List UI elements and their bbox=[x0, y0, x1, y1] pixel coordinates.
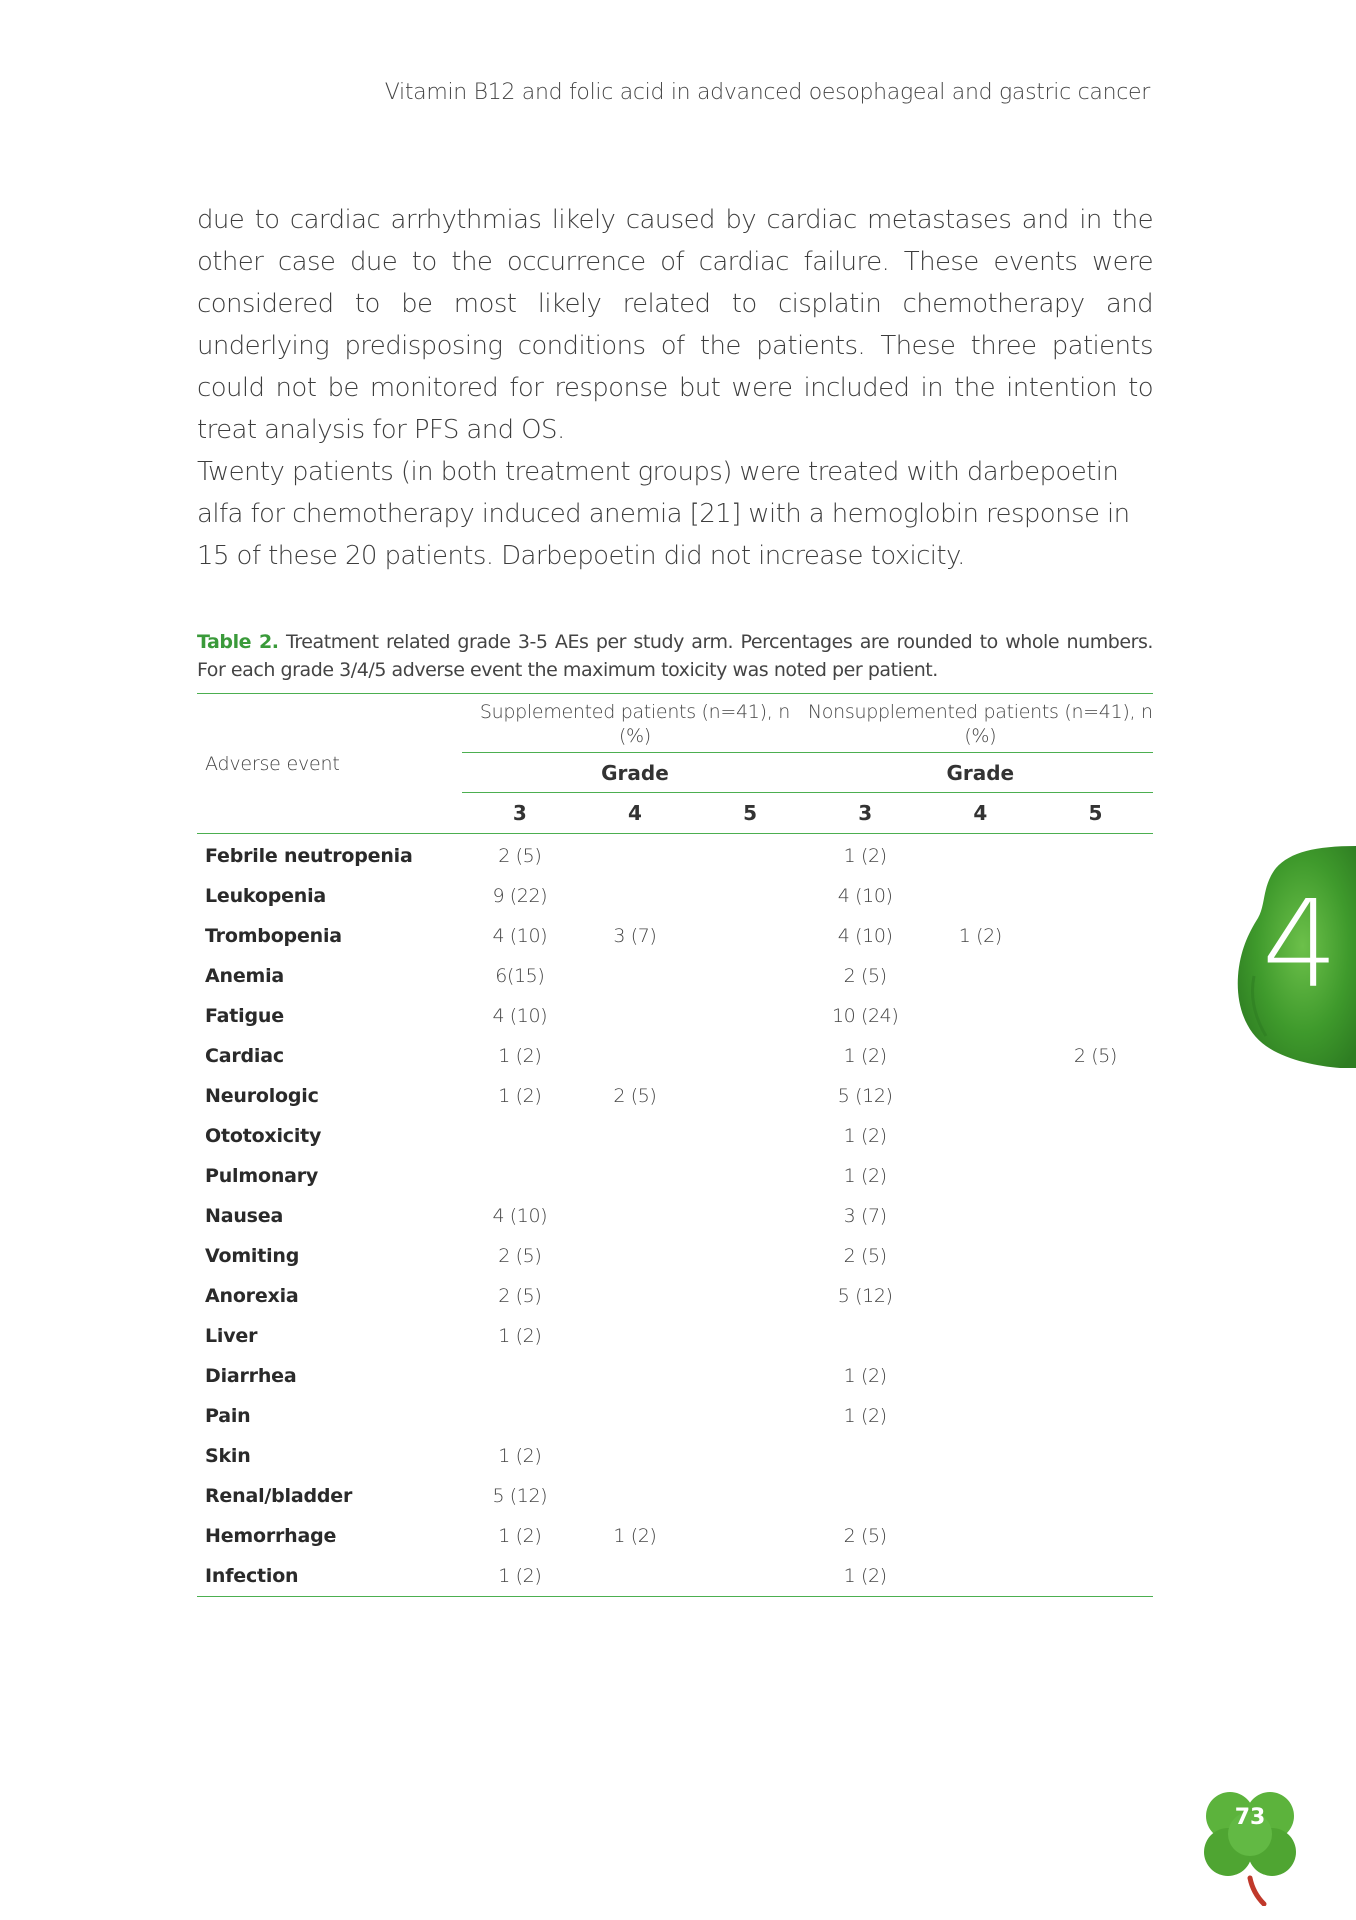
table-cell: 1 (2) bbox=[613, 1525, 657, 1547]
table-caption-text: Treatment related grade 3-5 AEs per study arm. Percentages are rounded to whole numbers. For each grade 3/4/5 adverse event the maximum toxicity was noted per patient. bbox=[197, 631, 1153, 681]
table-row bbox=[197, 834, 1153, 877]
adverse-event-name: Anorexia bbox=[205, 1285, 299, 1307]
table-cell bbox=[577, 1196, 692, 1236]
table-label: Table 2. bbox=[197, 631, 279, 653]
table-cell bbox=[577, 1156, 692, 1196]
table-cell: 1 (2) bbox=[843, 1125, 887, 1147]
page-number: 73 bbox=[1234, 1805, 1266, 1830]
table-cell bbox=[692, 1116, 807, 1156]
table-cell bbox=[577, 1236, 692, 1276]
adverse-event-header: Adverse event bbox=[205, 752, 340, 775]
table-cell bbox=[923, 1436, 1038, 1476]
adverse-events-table bbox=[197, 693, 1153, 1597]
grade-4-header: 4 bbox=[627, 801, 642, 825]
table-cell bbox=[1038, 1276, 1153, 1316]
table-cell bbox=[692, 1076, 807, 1116]
adverse-event-name: Fatigue bbox=[205, 1005, 284, 1027]
adverse-event-name: Leukopenia bbox=[205, 885, 327, 907]
table-cell bbox=[692, 1316, 807, 1356]
table-cell bbox=[692, 876, 807, 916]
table-cell bbox=[1038, 1196, 1153, 1236]
table-cell bbox=[692, 1436, 807, 1476]
table-cell: 1 (2) bbox=[843, 845, 887, 867]
table-cell bbox=[1038, 1116, 1153, 1156]
table-cell bbox=[1038, 916, 1153, 956]
table-row bbox=[197, 1156, 1153, 1196]
table-cell bbox=[462, 1356, 577, 1396]
table-cell bbox=[1038, 1076, 1153, 1116]
table-body bbox=[197, 834, 1153, 1597]
table-cell: 3 (7) bbox=[843, 1205, 887, 1227]
table-cell: 5 (12) bbox=[837, 1085, 893, 1107]
table-cell: 2 (5) bbox=[498, 1285, 542, 1307]
table-cell bbox=[923, 1316, 1038, 1356]
table-cell bbox=[577, 876, 692, 916]
adverse-event-name: Pulmonary bbox=[205, 1165, 319, 1187]
table-cell bbox=[692, 1356, 807, 1396]
table-cell bbox=[692, 1516, 807, 1556]
table-cell: 5 (12) bbox=[492, 1485, 548, 1507]
table-cell: 9 (22) bbox=[492, 885, 548, 907]
adverse-event-name: Pain bbox=[205, 1405, 251, 1427]
table-cell: 5 (12) bbox=[837, 1285, 893, 1307]
adverse-event-name: Cardiac bbox=[205, 1045, 284, 1067]
table-cell bbox=[808, 1476, 923, 1516]
table-cell bbox=[1038, 1396, 1153, 1436]
table-row bbox=[197, 956, 1153, 996]
table-cell bbox=[462, 1156, 577, 1196]
table-row bbox=[197, 1396, 1153, 1436]
table-cell bbox=[923, 1036, 1038, 1076]
adverse-event-name: Neurologic bbox=[205, 1085, 319, 1107]
table-cell bbox=[808, 1436, 923, 1476]
adverse-event-name: Nausea bbox=[205, 1205, 284, 1227]
table-row bbox=[197, 1196, 1153, 1236]
table-cell bbox=[692, 1036, 807, 1076]
table-row bbox=[197, 1036, 1153, 1076]
table-cell bbox=[577, 834, 692, 877]
supplemented-group-header: Supplemented patients (n=41), n (%) bbox=[462, 694, 807, 753]
adverse-event-name: Hemorrhage bbox=[205, 1525, 337, 1547]
table-cell: 2 (5) bbox=[613, 1085, 657, 1107]
table-cell bbox=[692, 1476, 807, 1516]
table-cell bbox=[577, 1036, 692, 1076]
grade-3-header: 3 bbox=[512, 801, 527, 825]
table-row bbox=[197, 1076, 1153, 1116]
body-paragraph-1: due to cardiac arrhythmias likely caused by cardiac metastases and in the other case due to the occurrence of cardiac failure. These events were considered to be most likely related to cisplatin chemotherapy and underlying predisposing conditions of the patients. These three patients could not be monitored for response but were included in the intention to treat analysis for PFS and OS. bbox=[197, 205, 1153, 445]
table-cell bbox=[692, 1276, 807, 1316]
table-cell bbox=[1038, 1356, 1153, 1396]
adverse-event-name: Diarrhea bbox=[205, 1365, 297, 1387]
table-cell: 4 (10) bbox=[837, 885, 893, 907]
table-cell bbox=[692, 834, 807, 877]
adverse-event-name: Infection bbox=[205, 1565, 299, 1587]
table-cell: 2 (5) bbox=[843, 965, 887, 987]
table-cell bbox=[1038, 834, 1153, 877]
table-cell: 4 (10) bbox=[492, 925, 548, 947]
adverse-events-table-container bbox=[197, 693, 1153, 1597]
table-cell: 1 (2) bbox=[843, 1405, 887, 1427]
chapter-number: 4 bbox=[1261, 875, 1339, 1015]
table-cell bbox=[577, 996, 692, 1036]
table-cell: 1 (2) bbox=[843, 1365, 887, 1387]
grade-3-header: 3 bbox=[858, 801, 873, 825]
nonsupplemented-group-header: Nonsupplemented patients (n=41), n (%) bbox=[808, 694, 1153, 753]
table-cell bbox=[692, 956, 807, 996]
adverse-event-name: Trombopenia bbox=[205, 925, 342, 947]
table-cell bbox=[1038, 996, 1153, 1036]
table-cell bbox=[923, 1356, 1038, 1396]
table-cell: 10 (24) bbox=[831, 1005, 899, 1027]
table-cell: 6(15) bbox=[495, 965, 545, 987]
table-cell: 1 (2) bbox=[498, 1325, 542, 1347]
table-cell bbox=[1038, 876, 1153, 916]
table-cell: 1 (2) bbox=[498, 1085, 542, 1107]
table-cell bbox=[692, 1156, 807, 1196]
table-cell bbox=[577, 1396, 692, 1436]
adverse-event-name: Anemia bbox=[205, 965, 285, 987]
table-cell bbox=[923, 996, 1038, 1036]
table-row bbox=[197, 1436, 1153, 1476]
table-cell: 4 (10) bbox=[492, 1005, 548, 1027]
adverse-event-name: Renal/bladder bbox=[205, 1485, 353, 1507]
table-cell bbox=[1038, 956, 1153, 996]
table-cell bbox=[923, 1396, 1038, 1436]
adverse-event-name: Skin bbox=[205, 1445, 251, 1467]
adverse-event-name: Febrile neutropenia bbox=[205, 845, 413, 867]
table-row bbox=[197, 876, 1153, 916]
table-cell bbox=[923, 1156, 1038, 1196]
table-cell bbox=[577, 1276, 692, 1316]
table-cell bbox=[923, 1236, 1038, 1276]
table-cell: 2 (5) bbox=[1073, 1045, 1117, 1067]
table-cell bbox=[923, 956, 1038, 996]
table-row bbox=[197, 1116, 1153, 1156]
table-cell: 4 (10) bbox=[492, 1205, 548, 1227]
grade-4-header: 4 bbox=[973, 801, 988, 825]
table-cell bbox=[923, 1556, 1038, 1597]
grade-5-header: 5 bbox=[743, 801, 757, 825]
table-cell bbox=[692, 1396, 807, 1436]
table-cell bbox=[577, 1356, 692, 1396]
table-cell: 1 (2) bbox=[498, 1565, 542, 1587]
table-cell: 1 (2) bbox=[843, 1565, 887, 1587]
table-cell bbox=[692, 1196, 807, 1236]
table-cell bbox=[462, 1396, 577, 1436]
table-cell bbox=[923, 876, 1038, 916]
table-cell: 3 (7) bbox=[613, 925, 657, 947]
table-cell bbox=[692, 916, 807, 956]
table-cell bbox=[577, 1436, 692, 1476]
table-cell bbox=[577, 1476, 692, 1516]
table-cell bbox=[577, 1316, 692, 1356]
table-row bbox=[197, 1356, 1153, 1396]
table-cell bbox=[577, 1556, 692, 1597]
table-cell bbox=[1038, 1556, 1153, 1597]
table-cell bbox=[923, 834, 1038, 877]
table-cell bbox=[1038, 1316, 1153, 1356]
adverse-event-name: Ototoxicity bbox=[205, 1125, 322, 1147]
table-row bbox=[197, 1316, 1153, 1356]
table-cell bbox=[1038, 1156, 1153, 1196]
table-cell bbox=[1038, 1436, 1153, 1476]
table-caption bbox=[197, 628, 1153, 684]
table-cell bbox=[923, 1076, 1038, 1116]
table-row bbox=[197, 1236, 1153, 1276]
table-cell: 1 (2) bbox=[843, 1045, 887, 1067]
table-cell: 2 (5) bbox=[843, 1525, 887, 1547]
table-cell: 1 (2) bbox=[498, 1445, 542, 1467]
table-cell: 1 (2) bbox=[498, 1525, 542, 1547]
table-row bbox=[197, 1556, 1153, 1597]
table-row bbox=[197, 1516, 1153, 1556]
table-cell bbox=[577, 1116, 692, 1156]
grade-5-header: 5 bbox=[1088, 801, 1103, 825]
chapter-tab bbox=[1236, 846, 1356, 1068]
table-cell bbox=[692, 1236, 807, 1276]
body-paragraph-2: Twenty patients (in both treatment groups) were treated with darbepoetin alfa for chemotherapy induced anemia [21] with a hemoglobin response in 15 of these 20 patients. Darbepoetin did not increase toxicity. bbox=[197, 457, 1130, 571]
table-cell bbox=[808, 1316, 923, 1356]
table-cell: 2 (5) bbox=[498, 1245, 542, 1267]
table-cell bbox=[923, 1276, 1038, 1316]
adverse-event-name: Liver bbox=[205, 1325, 258, 1347]
table-cell bbox=[692, 1556, 807, 1597]
table-cell bbox=[577, 956, 692, 996]
table-cell bbox=[923, 1516, 1038, 1556]
table-row bbox=[197, 1476, 1153, 1516]
table-cell: 2 (5) bbox=[498, 845, 542, 867]
table-cell bbox=[923, 1116, 1038, 1156]
table-cell bbox=[923, 1476, 1038, 1516]
table-cell bbox=[462, 1116, 577, 1156]
table-cell bbox=[1038, 1476, 1153, 1516]
table-row bbox=[197, 1276, 1153, 1316]
table-cell: 1 (2) bbox=[958, 925, 1002, 947]
table-row bbox=[197, 996, 1153, 1036]
adverse-event-name: Vomiting bbox=[205, 1245, 300, 1267]
table-cell bbox=[923, 1196, 1038, 1236]
table-row bbox=[197, 916, 1153, 956]
supplemented-grade-header: Grade bbox=[462, 753, 807, 793]
nonsupplemented-grade-header: Grade bbox=[808, 753, 1153, 793]
table-cell: 1 (2) bbox=[843, 1165, 887, 1187]
table-cell bbox=[1038, 1516, 1153, 1556]
running-head: Vitamin B12 and folic acid in advanced oesophageal and gastric cancer bbox=[384, 80, 1150, 105]
table-cell bbox=[692, 996, 807, 1036]
table-cell: 4 (10) bbox=[837, 925, 893, 947]
table-cell: 1 (2) bbox=[498, 1045, 542, 1067]
clover-icon bbox=[1194, 1786, 1306, 1906]
table-cell bbox=[1038, 1236, 1153, 1276]
table-cell: 2 (5) bbox=[843, 1245, 887, 1267]
